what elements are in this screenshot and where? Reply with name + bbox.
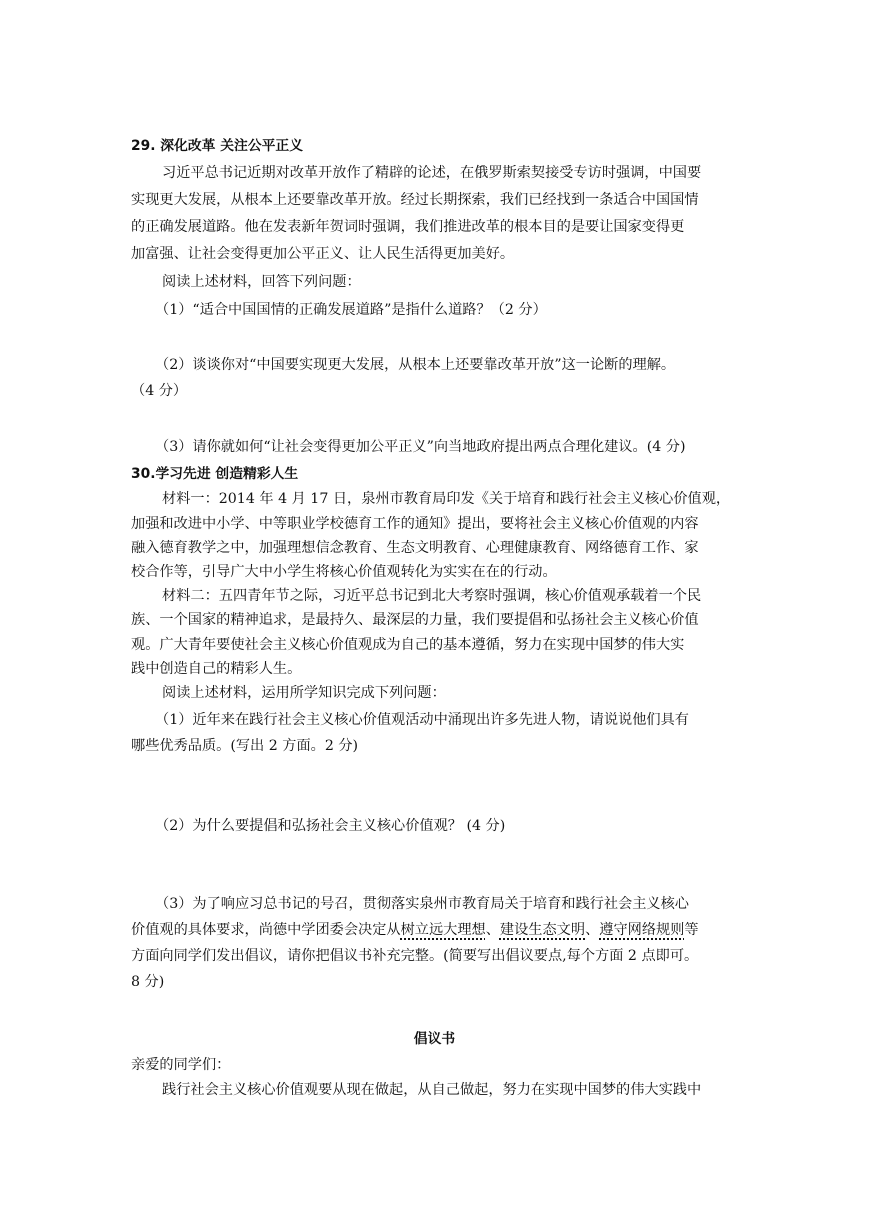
q29-question-1: （1）“适合中国国情的正确发展道路”是指什么道路？（2 分） [155,302,547,318]
q29-para-line-1: 习近平总书记近期对改革开放作了精辟的论述，在俄罗斯索契接受专访时强调，中国要 [162,165,702,181]
q30-question-1-line-1: （1）近年来在践行社会主义核心价值观活动中涌现出许多先进人物，请说说他们具有 [155,712,689,728]
q30-material1-line-1: 材料一：2014 年 4 月 17 日，泉州市教育局印发《关于培育和践行社会主义核心价值观， [162,491,731,507]
q29-para-line-4: 加富强、让社会变得更加公平正义、让人民生活得更加美好。 [131,246,515,262]
q30-title: 30.学习先进 创造精彩人生 [131,466,299,482]
q30-question-2: （2）为什么要提倡和弘扬社会主义核心价值观？ (4 分) [155,818,506,834]
q30-question-3-line-3: 方面向同学们发出倡议，请你把倡议书补充完整。(简要写出倡议要点,每个方面 2 点即可。 [131,948,699,964]
q30-question-3-line-1: （3）为了响应习总书记的号召，贯彻落实泉州市教育局关于培育和践行社会主义核心 [155,896,689,912]
q30-question-3-line-4: 8 分) [131,974,165,990]
q30-material2-line-3: 观。广大青年要使社会主义核心价值观成为自己的基本遵循，努力在实现中国梦的伟大实 [131,637,685,653]
q29-question-2-line-2: （4 分） [131,383,188,399]
q30-material1-line-4: 校合作等，引导广大中小学生将核心价值观转化为实实在在的行动。 [131,564,557,580]
q30-q3-sep-2: 、 [585,922,600,938]
q30-question-1-line-2: 哪些优秀品质。(写出 2 方面。2 分) [131,738,359,754]
q30-material1-line-2: 加强和改进中小学、中等职业学校德育工作的通知》提出，要将社会主义核心价值观的内容 [131,516,699,532]
q29-question-3: （3）请你就如何“让社会变得更加公平正义”向当地政府提出两点合理化建议。(4 分) [155,439,686,455]
q29-para-line-3: 的正确发展道路。他在发表新年贺词时强调，我们推进改革的根本目的是要让国家变得更 [131,219,685,235]
emphasis-ecology: 建设生态文明 [499,922,586,938]
q29-title: 29. 深化改革 关注公平正义 [131,138,304,154]
letter-body-line-1: 践行社会主义核心价值观要从现在做起，从自己做起，努力在实现中国梦的伟大实践中 [162,1082,702,1098]
q30-q3-text-pre: 价值观的具体要求，尚德中学团委会决定从 [131,922,401,938]
emphasis-network: 遵守网络规则 [599,922,685,938]
q30-material2-line-1: 材料二：五四青年节之际，习近平总书记到北大考察时强调，核心价值观承载着一个民 [162,588,702,604]
q29-question-2-line-1: （2）谈谈你对“中国要实现更大发展，从根本上还要靠改革开放”这一论断的理解。 [155,357,676,373]
q30-material2-line-4: 践中创造自己的精彩人生。 [131,661,302,677]
letter-greeting: 亲爱的同学们： [131,1057,231,1073]
q30-material1-line-3: 融入德育教学之中，加强理想信念教育、生态文明教育、心理健康教育、网络德育工作、家 [131,540,699,556]
q30-q3-sep-1: 、 [485,922,500,938]
emphasis-ideal: 树立远大理想 [400,922,486,938]
letter-title: 倡议书 [413,1031,456,1047]
q29-read-instruction: 阅读上述材料，回答下列问题： [162,274,361,290]
q30-question-3-line-2 [131,920,699,940]
q30-read-instruction: 阅读上述材料，运用所学知识完成下列问题： [162,685,446,701]
q29-para-line-2: 实现更大发展，从根本上还要靠改革开放。经过长期探索，我们已经找到一条适合中国国情 [131,192,699,208]
q30-material2-line-2: 族、一个国家的精神追求，是最持久、最深层的力量，我们要提倡和弘扬社会主义核心价值 [131,612,699,628]
q30-q3-text-post: 等 [684,922,699,938]
